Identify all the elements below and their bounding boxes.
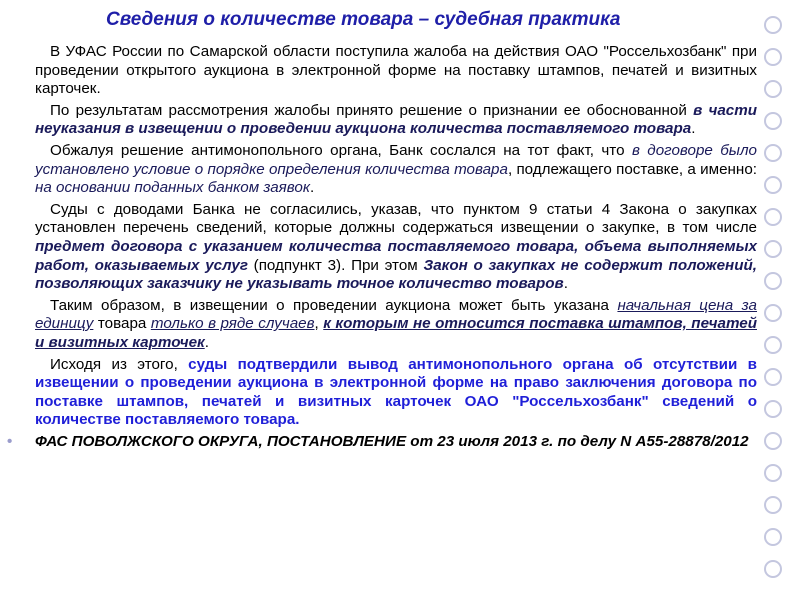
text: .	[204, 333, 209, 351]
paragraph-conclusion	[35, 297, 757, 353]
ring-icon	[764, 496, 782, 514]
ring-icon	[764, 48, 782, 66]
italic-text: в договоре было установлено условие о порядке определения количества товара	[35, 141, 757, 178]
text: Обжалуя решение антимонопольного органа, Банк сослался на тот факт, что	[50, 141, 632, 159]
text: По результатам рассмотрения жалобы принято решение о признании ее обоснованной	[50, 101, 694, 119]
text: Таким образом, в извещении о проведении аукциона может быть указана	[50, 296, 618, 314]
ring-icon	[764, 400, 782, 418]
paragraph-bank-appeal	[35, 142, 757, 198]
text: .	[309, 179, 315, 197]
text: (подпункт 3). При этом	[247, 256, 424, 274]
ring-icon	[764, 368, 782, 386]
ring-icon	[764, 240, 782, 258]
ring-icon	[764, 464, 782, 482]
text: .	[691, 120, 696, 138]
ring-icon	[764, 560, 782, 578]
ring-icon	[764, 112, 782, 130]
bullet-icon: •	[7, 432, 13, 450]
ring-icon	[764, 432, 782, 450]
underlined-text: начальная цена за единицу	[35, 296, 758, 333]
text: ,	[314, 315, 324, 333]
paragraph-complaint: В УФАС России по Самарской области поступила жалоба на действия ОАО "Россельхозбанк" при проведении открытого аукциона в электронной форме на поставку штампов, печатей и визитных карточек.	[35, 43, 757, 98]
text: , подлежащего поставке, а именно:	[507, 160, 757, 178]
text: товара	[93, 315, 151, 333]
ring-icon	[764, 176, 782, 194]
ring-icon	[764, 304, 782, 322]
text: Исходя из этого,	[50, 355, 189, 373]
slide-body	[7, 43, 758, 454]
text: .	[563, 275, 568, 293]
ring-icon	[764, 336, 782, 354]
ring-icon	[764, 208, 782, 226]
ring-icon	[764, 528, 782, 546]
citation-text: ФАС ПОВОЛЖСКОГО ОКРУГА, ПОСТАНОВЛЕНИЕ от 23 июля 2013 г. по делу N А55-28878/2012	[35, 432, 749, 450]
notebook-rings-decoration	[758, 0, 792, 600]
ring-icon	[764, 144, 782, 162]
emphasis-text: в части неуказания в извещении о проведении аукциона количества поставляемого товара	[35, 101, 757, 138]
citation	[7, 432, 757, 452]
ring-icon	[764, 272, 782, 290]
slide-title: Сведения о количестве товара – судебная практика	[106, 9, 621, 30]
paragraph-decision	[35, 102, 757, 139]
highlight-text: суды подтвердили вывод антимонопольного органа об отсутствии в извещении о проведении аукциона в электронной форме на право заключения договора по поставке штампов, печатей и визитных карточек ОАО "Россельхозбанк" сведений о количестве поставляемого товара.	[35, 355, 757, 429]
italic-text: на основании поданных банком заявок	[35, 179, 310, 197]
emphasis-underlined-text: к которым не относится поставка штампов, печатей и визитных карточек	[35, 315, 757, 351]
ring-icon	[764, 16, 782, 34]
text: Суды с доводами Банка не согласились, указав, что пунктом 9 статьи 4 Закона о закупках установлен перечень сведений, которые должны содержаться извещении о закупке, в том числе	[35, 200, 757, 237]
underlined-text: только в ряде случаев	[150, 315, 315, 333]
emphasis-text: Закон о закупках не содержит положений, позволяющих заказчику не указывать точное количество товаров	[35, 256, 757, 293]
paragraph-verdict	[35, 356, 757, 430]
paragraph-court-reasoning	[35, 201, 757, 294]
ring-icon	[764, 80, 782, 98]
emphasis-text: предмет договора с указанием количества поставляемого товара, объема выполняемых работ, оказываемых услуг	[35, 237, 757, 274]
